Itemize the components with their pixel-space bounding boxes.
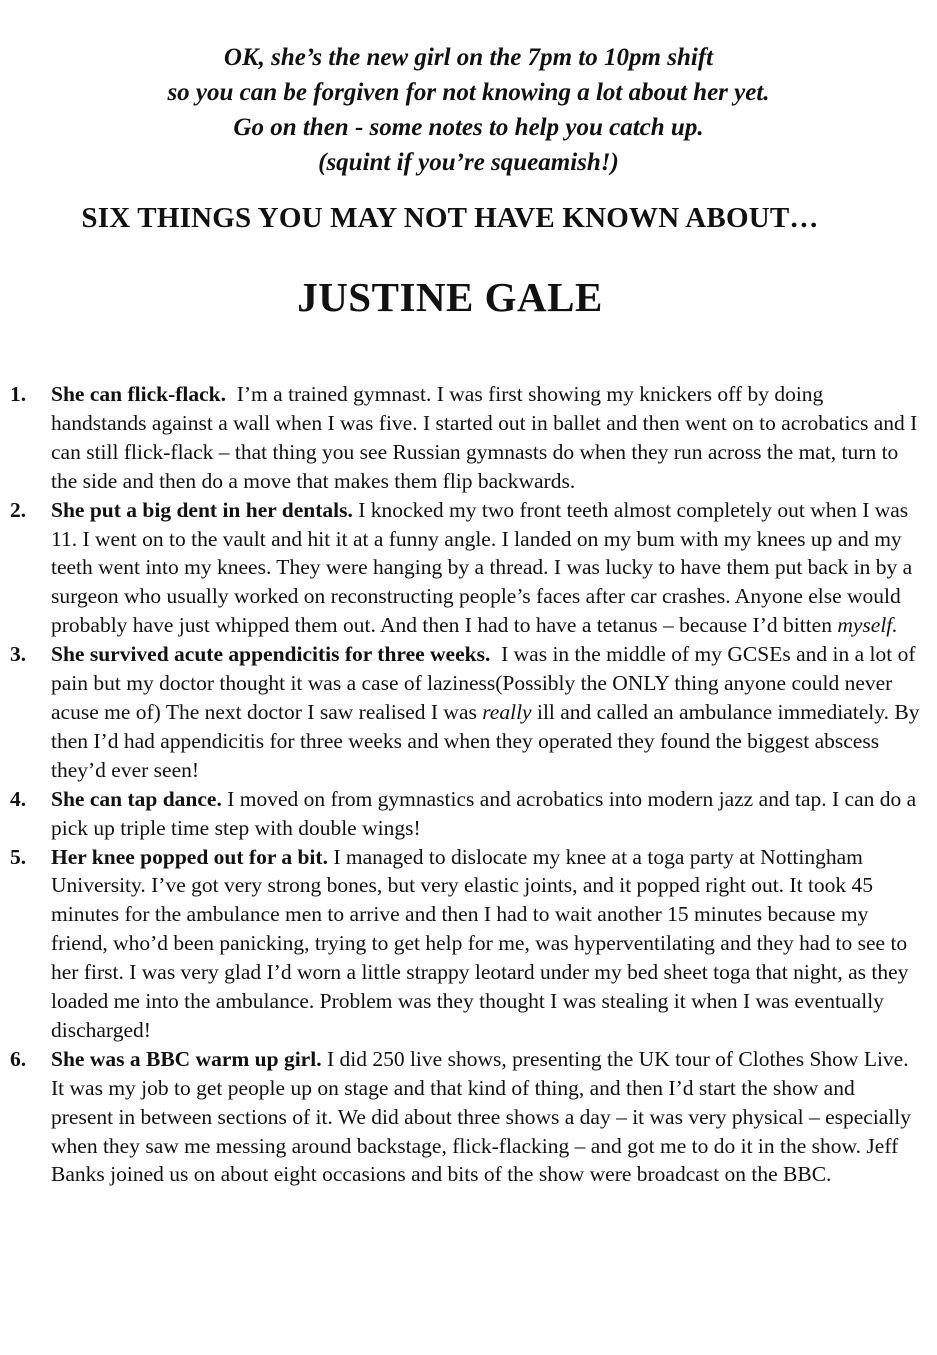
item-emphasis: really [482,699,532,724]
intro-line: (squint if you’re squeamish!) [318,149,619,176]
item-headline: She put a big dent in her dentals. [51,497,353,522]
item-number: 2. [10,497,27,522]
intro-block [0,40,937,180]
item-headline: She was a BBC warm up girl. [51,1046,322,1071]
list-item [10,1045,922,1190]
intro-line: so you can be forgiven for not knowing a lot about her yet. [167,79,770,106]
facts-list [10,380,922,1189]
item-number: 4. [10,786,27,811]
item-emphasis: myself. [837,613,898,638]
item-body-continued: ill and called an ambulance immediately. By then I’d had appendicitis for three weeks and when they operated they found the biggest abscess they’d ever seen! [51,699,920,782]
page-title: JUSTINE GALE [297,274,603,320]
intro-line: Go on then - some notes to help you catch up. [233,114,704,141]
item-number: 5. [10,844,27,869]
item-headline: Her knee popped out for a bit. [51,844,328,869]
item-body: I did 250 live shows, presenting the UK tour of Clothes Show Live. It was my job to get people up on stage and that kind of thing, and then I’d start the show and present in between sections of it. We did about three shows a day – it was very physical – especially when they saw me messing around backstage, flick-flacking – and got me to do it in the show. Jeff Banks joined us on about eight occasions and bits of the show were broadcast on the BBC. [51,1046,912,1187]
item-number: 3. [10,642,27,667]
item-headline: She can flick-flack. [51,382,226,406]
item-number: 6. [10,1046,27,1071]
section-heading: SIX THINGS YOU MAY NOT HAVE KNOWN ABOUT… [81,202,819,234]
list-item [10,496,922,641]
list-item [10,640,922,785]
item-body: I moved on from gymnastics and acrobatics into modern jazz and tap. I can do a pick up triple time step with double wings! [51,786,917,840]
intro-line: OK, she’s the new girl on the 7pm to 10pm shift [223,44,714,71]
list-item [10,843,922,1045]
item-body: I managed to dislocate my knee at a toga party at Nottingham University. I’ve got very strong bones, but very elastic joints, and it popped right out. It took 45 minutes for the ambulance men to arrive and then I had to wait another 15 minutes because my friend, who’d been panicking, trying to get help for me, was hyperventilating and they had to see to her first. I was very glad I’d worn a little strappy leotard under my bed sheet toga that night, as they loaded me into the ambulance. Problem was they thought I was stealing it when I was eventually discharged! [51,844,909,1042]
list-item [10,380,922,496]
item-headline: She can tap dance. [51,786,222,811]
item-body: I was in the middle of my GCSEs and in a lot of pain but my doctor thought it was a case of laziness(Possibly the ONLY thing anyone could never acuse me of) The next doctor I saw realised I was [51,642,916,724]
list-item [10,785,922,843]
item-number: 1. [10,382,27,406]
item-headline: She survived acute appendicitis for three weeks. [51,642,491,667]
item-body: I knocked my two front teeth almost completely out when I was 11. I went on to the vault and hit it at a funny angle. I landed on my bum with my knees up and my teeth went into my knees. They were hanging by a thread. I was lucky to have them put back in by a surgeon who usually worked on reconstructing people’s faces after car crashes. Anyone else would probably have just whipped them out. And then I had to have a tetanus – because I’d bitten [51,497,913,638]
item-body: I’m a trained gymnast. I was first showing my knickers off by doing handstands against a wall when I was five. I started out in ballet and then went on to acrobatics and I can still flick-flack – that thing you see Russian gymnasts do when they run across the mat, turn to the side and then do a move that makes them flip backwards. [51,382,918,493]
